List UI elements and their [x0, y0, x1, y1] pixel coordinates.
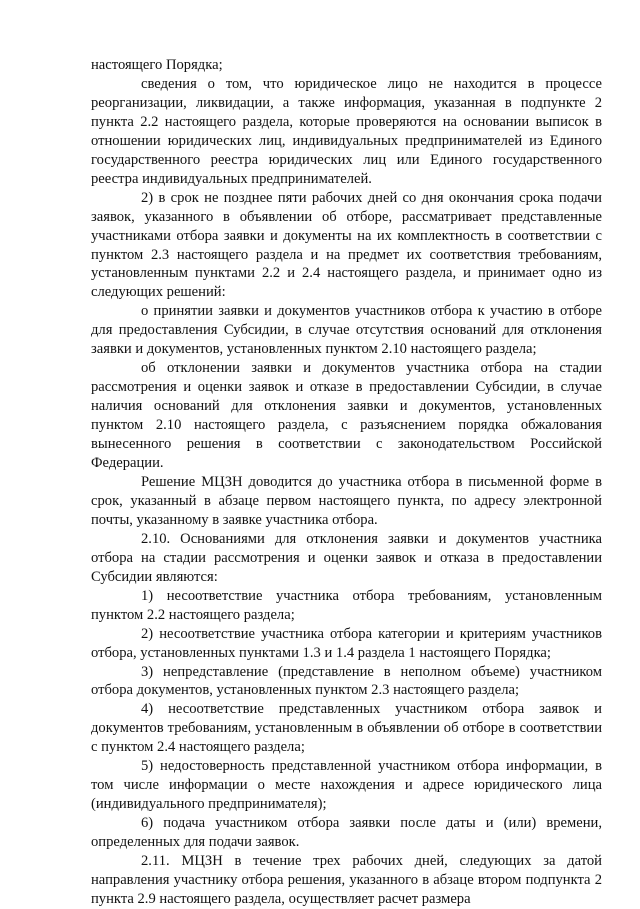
paragraph-decision-accept: о принятии заявки и документов участников отбора к участию в отборе для предоставления Субсидии, в случае отсутствия оснований для отклонения заявки и документов, установленных пунктом 2.10 настоящего раздела; — [91, 303, 602, 358]
paragraph-subsidy-calculation: 2.11. МЦЗН в течение трех рабочих дней, следующих за датой направления участнику отбора решения, указанного в абзаце втором подпункта 2 пункта 2.9 настоящего раздела, осуществляет расчет размера — [91, 853, 602, 907]
list-item-ground-1: 1) несоответствие участника отбора требованиям, установленным пунктом 2.2 настоящего раздела; — [91, 587, 602, 623]
paragraph-reorganization-info: сведения о том, что юридическое лицо не находится в процессе реорганизации, ликвидации, а также информация, указанная в подпункте 2 пункта 2.2 настоящего раздела, которые проверяются на основании выписок в отношении юридических лиц, индивидуальных предпринимателей из Единого государственного реестра юридических лиц или Единого государственного реестра индивидуальных предпринимателей. — [91, 75, 602, 187]
paragraph-decision-notification: Решение МЦЗН доводится до участника отбора в письменной форме в срок, указанный в абзаце первом настоящего пункта, по адресу электронной почты, указанному в заявке участника отбора. — [91, 473, 602, 528]
paragraph-continuation: настоящего Порядка; — [91, 57, 223, 73]
list-item-ground-2: 2) несоответствие участника отбора категории и критериям участников отбора, установленных пунктами 1.3 и 1.4 раздела 1 настоящего Порядка; — [91, 625, 602, 661]
list-item-ground-5: 5) недостоверность представленной участником отбора информации, в том числе информации о месте нахождения и адресе юридического лица (индивидуального предпринимателя); — [91, 758, 602, 813]
paragraph-rejection-grounds: 2.10. Основаниями для отклонения заявки и документов участника отбора на стадии рассмотрения и оценки заявок и отказа в предоставлении Субсидии являются: — [91, 530, 602, 585]
document-page — [91, 56, 602, 909]
list-item-ground-4: 4) несоответствие представленных участником отбора заявок и документов требованиям, установленным в объявлении об отборе в соответствии с пунктом 2.4 настоящего раздела; — [91, 701, 602, 756]
paragraph-review-deadline: 2) в срок не позднее пяти рабочих дней со дня окончания срока подачи заявок, указанного в объявлении об отборе, рассматривает представленные участниками отбора заявки и документы на их комплектность в соответствии с пунктом 2.3 настоящего раздела и на предмет их соответствия требованиям, установленным пунктами 2.2 и 2.4 настоящего раздела, и принимает одно из следующих решений: — [91, 189, 602, 301]
list-item-ground-3: 3) непредставление (представление в неполном объеме) участником отбора документов, установленных пунктом 2.3 настоящего раздела; — [91, 663, 602, 699]
list-item-ground-6: 6) подача участником отбора заявки после даты и (или) времени, определенных для подачи заявок. — [91, 815, 602, 851]
paragraph-decision-reject: об отклонении заявки и документов участника отбора на стадии рассмотрения и оценки заявок и отказе в предоставлении Субсидии, в случае наличия оснований для отклонения заявки и документов, установленных пунктом 2.10 настоящего раздела, с разъяснением порядка обжалования вынесенного решения в соответствии с законодательством Российской Федерации. — [91, 360, 602, 472]
